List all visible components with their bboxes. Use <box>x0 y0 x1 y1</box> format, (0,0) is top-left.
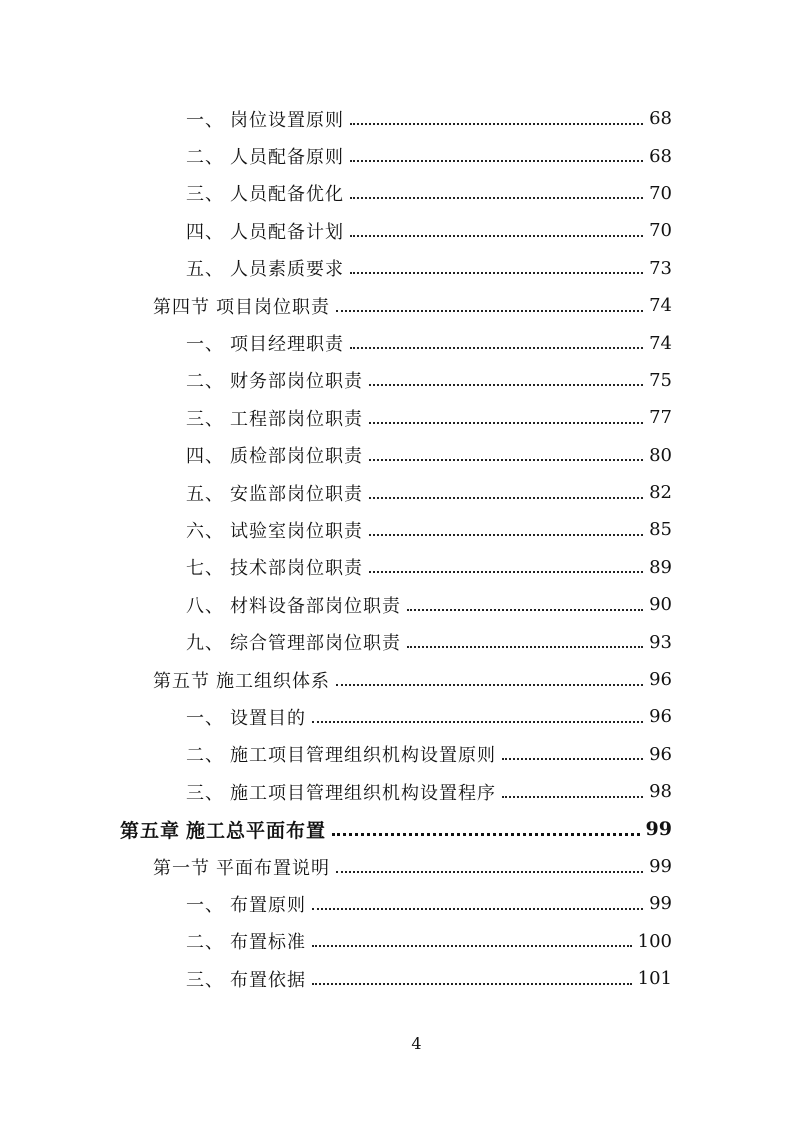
toc-entry-content <box>186 779 672 805</box>
toc-entry-number: 四、 <box>186 221 224 243</box>
toc-subsection-entry[interactable] <box>0 474 793 511</box>
dot-leader <box>407 646 643 648</box>
toc-entry-title: 布置原则 <box>230 894 306 916</box>
toc-subsection-entry[interactable] <box>0 549 793 586</box>
toc-subsection-entry[interactable] <box>0 212 793 249</box>
toc-entry-page: 77 <box>649 407 672 429</box>
toc-entry-title: 项目岗位职责 <box>216 296 330 318</box>
toc-entry-content <box>186 330 672 356</box>
toc-entry-content <box>186 255 672 281</box>
toc-entry-title: 施工组织体系 <box>216 670 330 692</box>
toc-entry-page: 101 <box>637 968 672 990</box>
toc-entry-number: 三、 <box>186 782 224 804</box>
toc-entry-page: 93 <box>649 631 672 653</box>
toc-entry-content <box>186 928 672 954</box>
table-of-contents <box>0 100 793 997</box>
toc-entry-title: 岗位设置原则 <box>230 109 344 131</box>
dot-leader <box>350 197 643 199</box>
toc-entry-page: 98 <box>649 781 672 803</box>
toc-entry-page: 89 <box>649 556 672 578</box>
dot-leader <box>350 160 643 162</box>
toc-entry-number: 七、 <box>186 558 224 580</box>
toc-subsection-entry[interactable] <box>0 586 793 623</box>
dot-leader <box>312 908 643 910</box>
toc-entry-number: 九、 <box>186 633 224 655</box>
toc-entry-label <box>186 143 344 169</box>
page-number: 4 <box>411 1034 422 1053</box>
toc-subsection-entry[interactable] <box>0 324 793 361</box>
toc-subsection-entry[interactable] <box>0 250 793 287</box>
toc-entry-number: 二、 <box>186 371 224 393</box>
toc-entry-number: 六、 <box>186 520 224 542</box>
toc-subsection-entry[interactable] <box>0 885 793 922</box>
toc-entry-label <box>153 854 330 880</box>
toc-entry-number: 四、 <box>186 446 224 468</box>
dot-leader <box>369 497 643 499</box>
toc-entry-number: 一、 <box>186 109 224 131</box>
dot-leader <box>350 347 643 349</box>
toc-entry-page: 74 <box>649 332 672 354</box>
toc-entry-label <box>186 966 306 992</box>
dot-leader <box>332 833 640 836</box>
toc-entry-title: 施工总平面布置 <box>186 819 327 842</box>
toc-entry-number: 五、 <box>186 259 224 281</box>
toc-entry-label <box>186 592 401 618</box>
toc-entry-number: 二、 <box>186 932 224 954</box>
toc-entry-content <box>186 592 672 618</box>
toc-entry-title: 材料设备部岗位职责 <box>230 595 401 617</box>
toc-entry-label <box>153 293 330 319</box>
toc-entry-page: 70 <box>649 182 672 204</box>
toc-entry-content <box>186 966 672 992</box>
toc-entry-page: 82 <box>649 482 672 504</box>
toc-entry-page: 68 <box>649 145 672 167</box>
dot-leader <box>312 721 643 723</box>
toc-section-entry[interactable] <box>0 287 793 324</box>
toc-entry-content <box>186 741 672 767</box>
toc-entry-number: 一、 <box>186 894 224 916</box>
toc-entry-title: 人员配备计划 <box>230 221 344 243</box>
toc-section-entry[interactable] <box>0 661 793 698</box>
toc-entry-label <box>186 554 363 580</box>
toc-entry-number: 八、 <box>186 595 224 617</box>
toc-subsection-entry[interactable] <box>0 399 793 436</box>
toc-entry-label <box>186 704 306 730</box>
toc-entry-content <box>186 891 672 917</box>
toc-subsection-entry[interactable] <box>0 698 793 735</box>
toc-entry-page: 96 <box>649 706 672 728</box>
toc-entry-title: 项目经理职责 <box>230 334 344 356</box>
toc-subsection-entry[interactable] <box>0 437 793 474</box>
toc-subsection-entry[interactable] <box>0 623 793 660</box>
toc-entry-page: 96 <box>649 669 672 691</box>
toc-entry-label <box>120 816 326 843</box>
toc-entry-number: 二、 <box>186 745 224 767</box>
toc-entry-label <box>186 629 401 655</box>
toc-entry-content <box>186 704 672 730</box>
toc-entry-title: 综合管理部岗位职责 <box>230 633 401 655</box>
toc-entry-number: 三、 <box>186 408 224 430</box>
toc-entry-content <box>186 442 672 468</box>
toc-entry-number: 二、 <box>186 147 224 169</box>
toc-subsection-entry[interactable] <box>0 923 793 960</box>
toc-entry-content <box>186 405 672 431</box>
dot-leader <box>369 384 643 386</box>
toc-entry-content <box>186 106 672 132</box>
toc-entry-title: 布置标准 <box>230 932 306 954</box>
toc-entry-page: 96 <box>649 743 672 765</box>
toc-entry-label <box>186 330 344 356</box>
toc-entry-title: 技术部岗位职责 <box>230 558 363 580</box>
dot-leader <box>369 422 643 424</box>
toc-entry-number: 第一节 <box>153 857 210 879</box>
toc-entry-label <box>186 517 363 543</box>
dot-leader <box>312 983 632 985</box>
dot-leader <box>336 684 643 686</box>
toc-subsection-entry[interactable] <box>0 175 793 212</box>
toc-entry-label <box>186 106 344 132</box>
toc-subsection-entry[interactable] <box>0 736 793 773</box>
toc-entry-title: 工程部岗位职责 <box>230 408 363 430</box>
toc-subsection-entry[interactable] <box>0 960 793 997</box>
toc-entry-title: 施工项目管理组织机构设置程序 <box>230 782 496 804</box>
toc-subsection-entry[interactable] <box>0 511 793 548</box>
toc-entry-label <box>186 741 496 767</box>
toc-entry-title: 人员配备原则 <box>230 147 344 169</box>
toc-entry-title: 平面布置说明 <box>216 857 330 879</box>
toc-entry-label <box>186 180 344 206</box>
toc-entry-page: 100 <box>637 930 672 952</box>
toc-subsection-entry[interactable] <box>0 773 793 810</box>
toc-entry-label <box>153 667 330 693</box>
toc-entry-page: 90 <box>649 594 672 616</box>
toc-entry-content <box>186 629 672 655</box>
toc-entry-page: 80 <box>649 444 672 466</box>
toc-entry-number: 一、 <box>186 334 224 356</box>
toc-entry-content <box>186 480 672 506</box>
toc-entry-number: 第五节 <box>153 670 210 692</box>
toc-entry-content <box>186 218 672 244</box>
toc-subsection-entry[interactable] <box>0 137 793 174</box>
toc-entry-title: 设置目的 <box>230 707 306 729</box>
toc-entry-content <box>153 667 672 693</box>
dot-leader <box>369 534 643 536</box>
toc-entry-page: 85 <box>649 519 672 541</box>
dot-leader <box>350 235 643 237</box>
toc-entry-label <box>186 218 344 244</box>
toc-entry-content <box>186 554 672 580</box>
toc-entry-content <box>153 293 672 319</box>
toc-subsection-entry[interactable] <box>0 362 793 399</box>
toc-entry-number: 三、 <box>186 969 224 991</box>
toc-entry-content <box>153 854 672 880</box>
toc-entry-number: 五、 <box>186 483 224 505</box>
toc-entry-label <box>186 442 363 468</box>
toc-subsection-entry[interactable] <box>0 100 793 137</box>
toc-entry-number: 三、 <box>186 184 224 206</box>
toc-entry-content <box>186 367 672 393</box>
toc-entry-page: 75 <box>649 369 672 391</box>
toc-entry-number: 第五章 <box>120 819 181 842</box>
toc-section-entry[interactable] <box>0 848 793 885</box>
toc-entry-label <box>186 779 496 805</box>
toc-entry-label <box>186 891 306 917</box>
toc-entry-page: 68 <box>649 108 672 130</box>
toc-chapter-entry[interactable] <box>0 810 793 847</box>
dot-leader <box>336 310 643 312</box>
toc-entry-page: 99 <box>645 818 672 841</box>
toc-entry-page: 74 <box>649 295 672 317</box>
toc-entry-number: 一、 <box>186 707 224 729</box>
toc-entry-page: 99 <box>649 893 672 915</box>
toc-entry-content <box>120 816 672 843</box>
toc-entry-title: 安监部岗位职责 <box>230 483 363 505</box>
dot-leader <box>502 758 643 760</box>
toc-entry-title: 试验室岗位职责 <box>230 520 363 542</box>
toc-entry-label <box>186 928 306 954</box>
toc-entry-title: 财务部岗位职责 <box>230 371 363 393</box>
dot-leader <box>502 796 643 798</box>
toc-entry-title: 施工项目管理组织机构设置原则 <box>230 745 496 767</box>
toc-entry-title: 人员配备优化 <box>230 184 344 206</box>
dot-leader <box>336 871 643 873</box>
dot-leader <box>369 459 643 461</box>
toc-entry-label <box>186 405 363 431</box>
toc-entry-title: 质检部岗位职责 <box>230 446 363 468</box>
dot-leader <box>350 123 643 125</box>
toc-entry-label <box>186 255 344 281</box>
toc-entry-page: 70 <box>649 220 672 242</box>
toc-entry-number: 第四节 <box>153 296 210 318</box>
dot-leader <box>407 609 643 611</box>
toc-entry-content <box>186 143 672 169</box>
toc-entry-page: 99 <box>649 856 672 877</box>
toc-entry-content <box>186 517 672 543</box>
dot-leader <box>369 571 643 573</box>
dot-leader <box>312 945 632 947</box>
dot-leader <box>350 272 643 274</box>
toc-entry-title: 布置依据 <box>230 969 306 991</box>
toc-entry-content <box>186 180 672 206</box>
toc-entry-label <box>186 480 363 506</box>
toc-entry-title: 人员素质要求 <box>230 259 344 281</box>
toc-entry-label <box>186 367 363 393</box>
toc-entry-page: 73 <box>649 257 672 279</box>
